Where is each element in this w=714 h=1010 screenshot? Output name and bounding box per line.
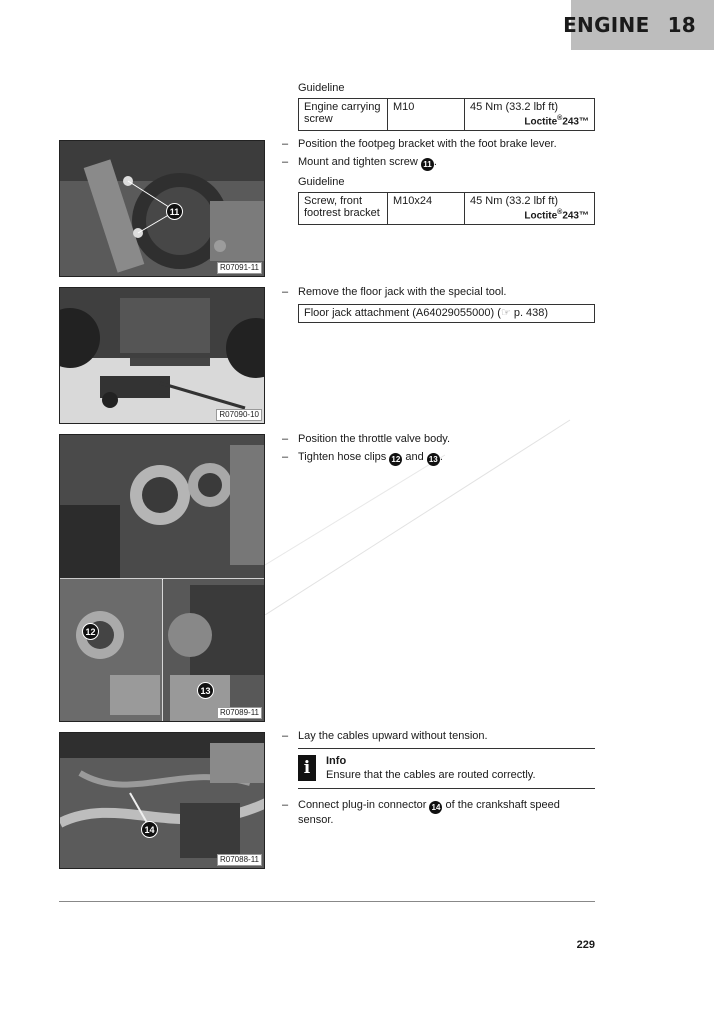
table-row	[299, 193, 595, 225]
guideline-label: Guideline	[298, 82, 345, 94]
torque-value: 45 Nm (33.2 lbf ft)	[470, 195, 559, 207]
figure-footpeg-bracket	[59, 140, 265, 277]
table-row	[299, 99, 595, 131]
step-text: Tighten hose clips	[298, 451, 387, 463]
info-text: Ensure that the cables are routed correctly.	[326, 769, 536, 781]
wiring-photo-illustration	[60, 733, 265, 869]
chapter-number: 18	[667, 13, 696, 37]
step-text: Connect plug-in connector	[298, 799, 427, 811]
throttle-photo-illustration	[60, 435, 265, 722]
step-item: – Position the throttle valve body.	[282, 433, 451, 445]
step-item: – Position the footpeg bracket with the foot brake lever.	[282, 138, 557, 150]
callout-14: 14	[141, 821, 158, 838]
info-title: Info	[326, 755, 347, 767]
ref-callout-14: 14	[429, 801, 442, 814]
text-block-floor-jack	[282, 286, 598, 323]
text-block-throttle	[282, 433, 598, 471]
loctite-spec: Loctite®243™	[524, 115, 589, 128]
torque-cell	[465, 193, 595, 225]
footer-divider	[59, 901, 595, 902]
text-block-engine-screw	[282, 82, 598, 131]
torque-value: 45 Nm (33.2 lbf ft)	[470, 101, 559, 113]
step-item: – Tighten hose clips 12 and 13 .	[282, 451, 443, 464]
page-ref-icon: ☞	[500, 307, 511, 319]
ref-callout-12: 12	[389, 453, 402, 466]
loctite-spec: Loctite®243™	[524, 209, 589, 222]
callout-13: 13	[197, 682, 214, 699]
step-item: – Remove the floor jack with the special tool.	[282, 286, 507, 298]
figure-label: R07089-11	[217, 707, 262, 719]
ref-callout-11: 11	[421, 158, 434, 171]
info-note	[298, 748, 595, 789]
guideline-label: Guideline	[298, 176, 345, 188]
page-number: 229	[576, 939, 595, 951]
info-icon: i	[298, 755, 316, 781]
size-cell: M10	[388, 99, 465, 131]
chapter-header-tab	[563, 0, 714, 50]
step-text: Mount and tighten screw	[298, 156, 418, 168]
step-text: Lay the cables upward without tension.	[298, 730, 488, 742]
special-tool-box	[298, 304, 595, 323]
figure-throttle-valve	[59, 434, 265, 722]
section-title: ENGINE	[563, 13, 650, 37]
tool-page-ref[interactable]: p. 438)	[510, 307, 549, 319]
tool-name: Floor jack attachment (A64029055000) (	[304, 307, 501, 319]
step-text: Position the throttle valve body.	[298, 433, 451, 445]
size-cell: M10x24	[388, 193, 465, 225]
item-cell: Engine carrying screw	[299, 99, 388, 131]
text-block-footpeg	[282, 138, 598, 225]
step-text: Position the footpeg bracket with the foot brake lever.	[298, 138, 557, 150]
callout-11: 11	[166, 203, 183, 220]
figure-label: R07091-11	[217, 262, 262, 274]
text-block-cables	[282, 730, 598, 832]
item-cell: Screw, front footrest bracket	[299, 193, 388, 225]
step-item: – Lay the cables upward without tension.	[282, 730, 488, 742]
floor-jack-photo-illustration	[60, 288, 265, 424]
figure-floor-jack	[59, 287, 265, 424]
ref-callout-13: 13	[427, 453, 440, 466]
step-item: – Mount and tighten screw 11 .	[282, 156, 437, 169]
callout-12: 12	[82, 623, 99, 640]
guideline-table	[298, 98, 595, 131]
figure-label: R07090-10	[216, 409, 262, 421]
figure-label: R07088-11	[217, 854, 262, 866]
torque-cell	[465, 99, 595, 131]
guideline-table	[298, 192, 595, 225]
step-item: – Connect plug-in connector 14 of the crankshaft speed sensor.	[282, 799, 560, 826]
step-text: Remove the floor jack with the special tool.	[298, 286, 507, 298]
engine-photo-illustration	[60, 141, 265, 277]
figure-crankshaft-sensor	[59, 732, 265, 869]
